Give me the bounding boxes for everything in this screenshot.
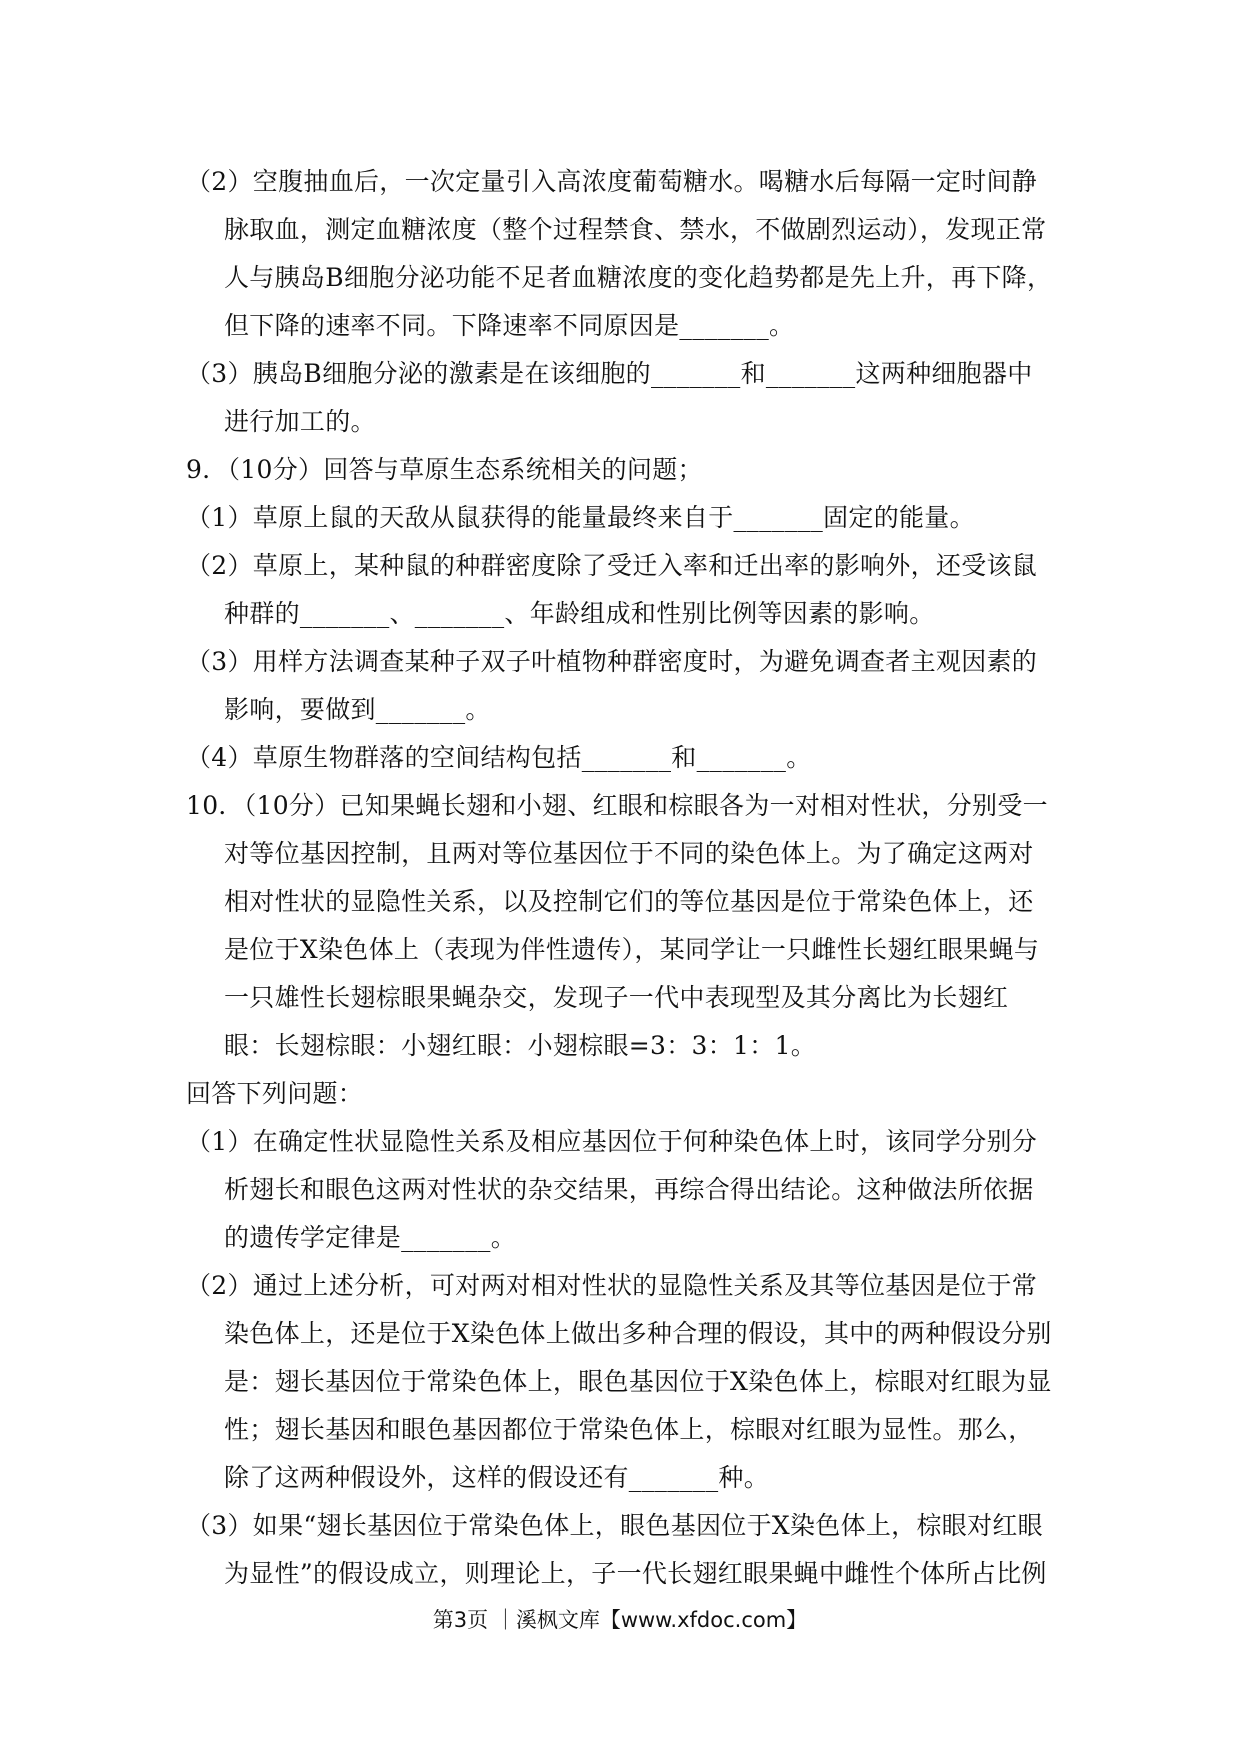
q10-part2: （2）通过上述分析，可对两对相对性状的显隐性关系及其等位基因是位于常染色体上，还是位于X染色体上做出多种合理的假设，其中的两种假设分别是：翅长基因位于常染色体上，眼色基因位于X染色体上，棕眼对红眼为显性；翅长基因和眼色基因都位于常染色体上，棕眼对红眼为显性。那么，除了这两种假设外，这样的假设还有_______种。 [186,1271,1052,1492]
q10-part1: （1）在确定性状显隐性关系及相应基因位于何种染色体上时，该同学分别分析翅长和眼色这两对性状的杂交结果，再综合得出结论。这种做法所依据的遗传学定律是_______。 [186,1127,1038,1252]
q8-part3: （3）胰岛B细胞分泌的激素是在该细胞的_______和_______这两种细胞器中进行加工的。 [186,359,1033,436]
q10-intro: 回答下列问题： [186,1079,364,1108]
question-content [186,158,1056,1598]
q9-part3: （3）用样方法调查某种子双子叶植物种群密度时，为避免调查者主观因素的影响，要做到_______。 [186,647,1038,724]
q9-heading: 9．（10分）回答与草原生态系统相关的问题； [186,455,703,484]
q8-part2: （2）空腹抽血后，一次定量引入高浓度葡萄糖水。喝糖水后每隔一定时间静脉取血，测定血糖浓度（整个过程禁食、禁水，不做剧烈运动），发现正常人与胰岛B细胞分泌功能不足者血糖浓度的变化趋势都是先上升，再下降，但下降的速率不同。下降速率不同原因是_______。 [186,167,1053,340]
q9-part4: （4）草原生物群落的空间结构包括_______和_______。 [186,743,812,772]
page-footer: 第3页 ｜溪枫文库【www.xfdoc.com】 [432,1608,808,1632]
q9-part1: （1）草原上鼠的天敌从鼠获得的能量最终来自于_______固定的能量。 [186,503,975,532]
q10-part3: （3）如果“翅长基因位于常染色体上，眼色基因位于X染色体上，棕眼对红眼为显性”的假设成立，则理论上，子一代长翅红眼果蝇中雌性个体所占比例 [186,1511,1047,1588]
q10-heading: 10．（10分）已知果蝇长翅和小翅、红眼和棕眼各为一对相对性状，分别受一对等位基因控制，且两对等位基因位于不同的染色体上。为了确定这两对相对性状的显隐性关系，以及控制它们的等位基因是位于常染色体上，还是位于X染色体上（表现为伴性遗传），某同学让一只雌性长翅红眼果蝇与一只雄性长翅棕眼果蝇杂交，发现子一代中表现型及其分离比为长翅红眼：长翅棕眼：小翅红眼：小翅棕眼=3：3：1：1。 [186,791,1048,1060]
q9-part2: （2）草原上，某种鼠的种群密度除了受迁入率和迁出率的影响外，还受该鼠种群的_______、_______、年龄组成和性别比例等因素的影响。 [186,551,1038,628]
